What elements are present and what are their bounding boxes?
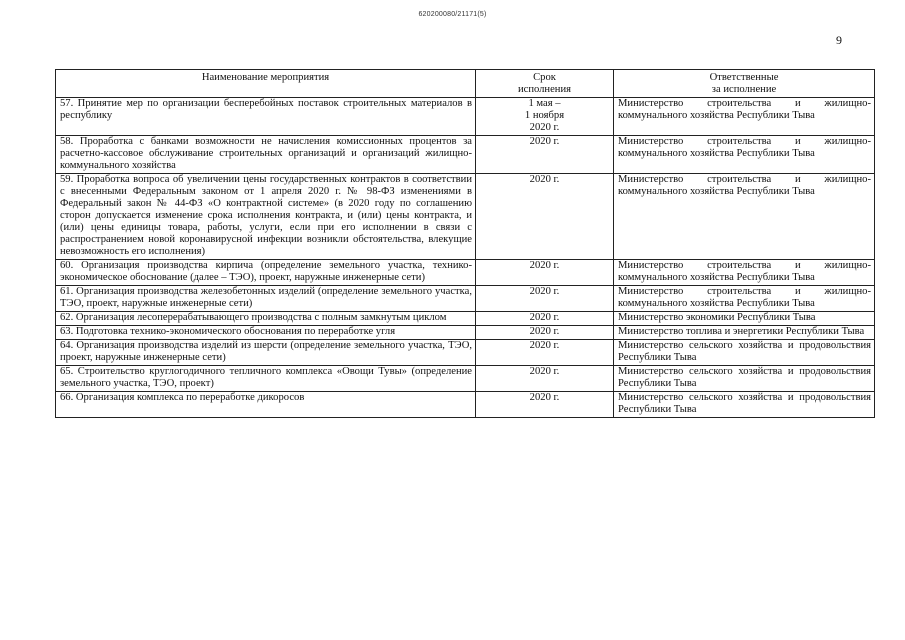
table-header-row	[56, 70, 875, 98]
table-row	[56, 98, 875, 136]
table-row	[56, 312, 875, 326]
measure-name: 61. Организация производства железобетонных изделий (определение земельного участка, ТЭО, проект, наружные инженерные сети)	[56, 286, 476, 312]
measure-responsible: Министерство сельского хозяйства и продовольствия Республики Тыва	[614, 340, 875, 366]
page-number: 9	[836, 33, 842, 47]
measure-name: 57. Принятие мер по организации бесперебойных поставок строительных материалов в республику	[56, 98, 476, 136]
column-header-term: Срок исполнения	[476, 70, 614, 98]
measure-term: 2020 г.	[476, 366, 614, 392]
measure-name: 65. Строительство круглогодичного тепличного комплекса «Овощи Тувы» (определение земельного участка, ТЭО, проект)	[56, 366, 476, 392]
measure-name: 64. Организация производства изделий из шерсти (определение земельного участка, ТЭО, проект, наружные инженерные сети)	[56, 340, 476, 366]
measure-name: 59. Проработка вопроса об увеличении цены государственных контрактов в соответствии с внесенными Федеральным законом от 1 апреля 2020 г. № 98-ФЗ изменениями в Федеральный закон № 44-ФЗ «О контрактной системе» (в 2020 году по соглашению сторон допускается изменение срока исполнения контракта, и (или) цены контракта, и (или) цены единицы товара, работы, услуги, если при его исполнении в связи с распространением новой коронавирусной инфекции возникли обстоятельства, влекущие невозможность его исполнения)	[56, 174, 476, 260]
table-row	[56, 340, 875, 366]
measure-responsible: Министерство строительства и жилищно-коммунального хозяйства Республики Тыва	[614, 136, 875, 174]
measure-term: 2020 г.	[476, 286, 614, 312]
measure-term: 2020 г.	[476, 174, 614, 260]
table-row	[56, 326, 875, 340]
measure-name: 60. Организация производства кирпича (определение земельного участка, технико-экономическое обоснование (далее – ТЭО), проект, наружные инженерные сети)	[56, 260, 476, 286]
measure-responsible: Министерство сельского хозяйства и продовольствия Республики Тыва	[614, 366, 875, 392]
measure-term: 2020 г.	[476, 136, 614, 174]
measure-term: 2020 г.	[476, 260, 614, 286]
measure-name: 62. Организация лесоперерабатывающего производства с полным замкнутым циклом	[56, 312, 476, 326]
measure-term: 2020 г.	[476, 312, 614, 326]
table-row	[56, 392, 875, 418]
column-header-name: Наименование мероприятия	[56, 70, 476, 98]
measure-responsible: Министерство топлива и энергетики Республики Тыва	[614, 326, 875, 340]
table-row	[56, 366, 875, 392]
measure-name: 58. Проработка с банками возможности не начисления комиссионных процентов за расчетно-кассовое обслуживание строительных организаций и организаций жилищно-коммунального хозяйства	[56, 136, 476, 174]
measure-term: 2020 г.	[476, 326, 614, 340]
measure-term: 2020 г.	[476, 392, 614, 418]
measure-name: 66. Организация комплекса по переработке дикоросов	[56, 392, 476, 418]
measure-term: 2020 г.	[476, 340, 614, 366]
column-header-responsible: Ответственные за исполнение	[614, 70, 875, 98]
table-row	[56, 260, 875, 286]
measure-responsible: Министерство экономики Республики Тыва	[614, 312, 875, 326]
document-id: 620200080/21171(5)	[418, 11, 487, 18]
measures-table	[55, 69, 875, 418]
measure-term: 1 мая – 1 ноября 2020 г.	[476, 98, 614, 136]
measure-responsible: Министерство строительства и жилищно-коммунального хозяйства Республики Тыва	[614, 98, 875, 136]
measure-responsible: Министерство сельского хозяйства и продовольствия Республики Тыва	[614, 392, 875, 418]
measure-responsible: Министерство строительства и жилищно-коммунального хозяйства Республики Тыва	[614, 174, 875, 260]
measure-responsible: Министерство строительства и жилищно-коммунального хозяйства Республики Тыва	[614, 260, 875, 286]
table-row	[56, 174, 875, 260]
table-row	[56, 136, 875, 174]
measure-responsible: Министерство строительства и жилищно-коммунального хозяйства Республики Тыва	[614, 286, 875, 312]
measure-name: 63. Подготовка технико-экономического обоснования по переработке угля	[56, 326, 476, 340]
table-row	[56, 286, 875, 312]
